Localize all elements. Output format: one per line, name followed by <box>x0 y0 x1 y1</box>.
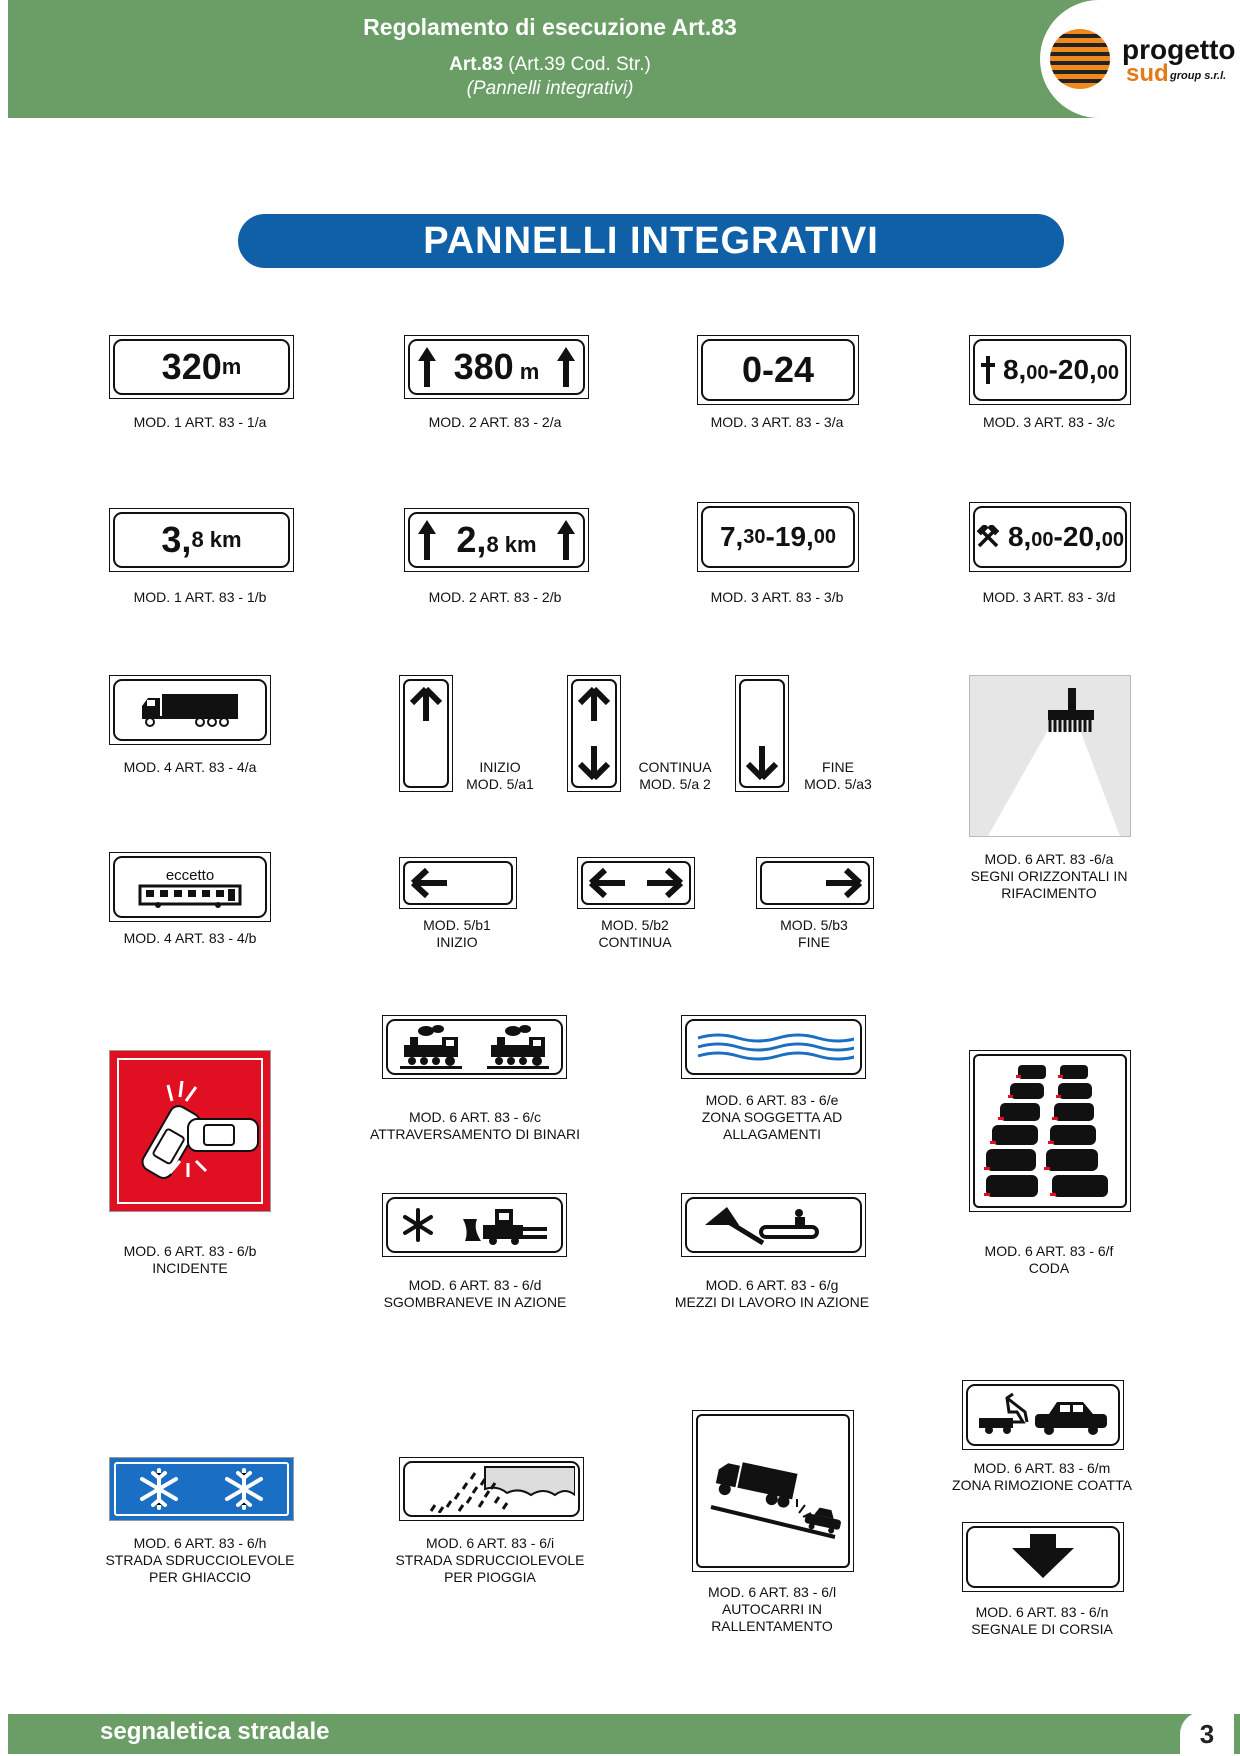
sign-ice <box>109 1457 294 1521</box>
sign-text: eccetto <box>165 866 215 884</box>
sign-lane-signal <box>962 1522 1124 1592</box>
sign-value: 380 <box>453 346 514 387</box>
sign-snowplow <box>382 1193 567 1257</box>
caption-3d: MOD. 3 ART. 83 - 3/d <box>982 589 1116 605</box>
sign-tow-away <box>962 1380 1124 1450</box>
caption-4b: MOD. 4 ART. 83 - 4/b <box>123 930 257 946</box>
caption-5a2: CONTINUA MOD. 5/a 2 <box>638 759 712 792</box>
sign-2-8km-arrows <box>404 508 589 572</box>
caption-6e: MOD. 6 ART. 83 - 6/e ZONA SOGGETTA AD ALLAGAMENTI <box>701 1092 843 1142</box>
arrow-up-icon <box>557 347 575 387</box>
header-title: Regolamento di esecuzione Art.83 <box>363 14 737 40</box>
arrow-up-icon <box>418 347 436 387</box>
arrow-up-icon <box>418 520 436 560</box>
arrow-left-icon <box>589 868 625 898</box>
sign-value: 0-24 <box>701 339 855 401</box>
sign-rain <box>399 1457 584 1521</box>
truck-icon <box>140 692 240 728</box>
caption-5b3: MOD. 5/b3 FINE <box>780 917 848 950</box>
sign-unit: m <box>221 354 242 379</box>
snowflake-icon <box>137 1467 181 1511</box>
arrow-down-icon <box>576 746 612 780</box>
sign-unit: 8 km <box>486 532 537 557</box>
steam-train-icon <box>400 1025 462 1069</box>
sign-holiday-hours: 8,00-20,00 <box>969 335 1131 405</box>
sign-workday-hours: 8,00-20,00 <box>969 502 1131 572</box>
section-banner: PANNELLI INTEGRATIVI <box>238 214 1064 268</box>
sign-road-markings <box>969 675 1131 837</box>
logo-word-progetto: progetto <box>1122 34 1236 65</box>
excavator-icon <box>699 1203 849 1247</box>
caption-6h: MOD. 6 ART. 83 - 6/h STRADA SDRUCCIOLEVOLE PER GHIACCIO <box>105 1535 295 1585</box>
caption-3a: MOD. 3 ART. 83 - 3/a <box>710 414 844 430</box>
bus-icon <box>138 884 242 908</box>
sign-380m-arrows <box>404 335 589 399</box>
steam-train-icon <box>487 1025 549 1069</box>
sign-3-8km <box>109 508 294 572</box>
crossed-hammers-icon <box>976 525 1000 549</box>
arrow-down-icon <box>744 746 780 780</box>
arrow-right-icon <box>647 868 683 898</box>
rain-cloud-icon <box>415 1465 575 1513</box>
caption-3c: MOD. 3 ART. 83 - 3/c <box>982 414 1115 430</box>
car-crash-icon <box>110 1051 270 1211</box>
sign-value: 2, <box>456 519 487 560</box>
arrow-up-icon <box>557 520 575 560</box>
caption-1b: MOD. 1 ART. 83 - 1/b <box>133 589 267 605</box>
caption-6n: MOD. 6 ART. 83 - 6/n SEGNALE DI CORSIA <box>971 1604 1113 1637</box>
footer-title: segnaletica stradale <box>100 1718 330 1745</box>
tow-truck-icon <box>973 1392 1113 1438</box>
page-number: 3 <box>1180 1712 1234 1754</box>
snowflake-icon <box>400 1207 436 1243</box>
caption-6m: MOD. 6 ART. 83 - 6/m ZONA RIMOZIONE COATTA <box>952 1460 1132 1493</box>
caption-6b: MOD. 6 ART. 83 - 6/b INCIDENTE <box>123 1243 257 1276</box>
water-waves-icon <box>694 1030 854 1064</box>
sign-flooding <box>681 1015 866 1079</box>
sign-lane-continue <box>567 675 621 792</box>
snowplow-icon <box>459 1205 549 1245</box>
caption-6f: MOD. 6 ART. 83 - 6/f CODA <box>984 1243 1114 1276</box>
cross-icon <box>981 356 995 384</box>
header-subtitle: Art.83 (Art.39 Cod. Str.) (Pannelli integrativi) <box>449 54 651 99</box>
caption-5a1: INIZIO MOD. 5/a1 <box>466 759 534 792</box>
snowflake-icon <box>222 1467 266 1511</box>
arrow-down-icon <box>1008 1534 1078 1580</box>
sign-traffic-queue <box>969 1050 1131 1212</box>
road-marking-brush-icon <box>970 676 1130 836</box>
queue-cars-icon <box>980 1061 1120 1201</box>
sign-unit: m <box>513 359 540 384</box>
caption-1a: MOD. 1 ART. 83 - 1/a <box>133 414 267 430</box>
arrow-left-icon <box>411 868 447 898</box>
sign-slow-trucks <box>692 1410 854 1572</box>
sign-7-30-19-00: 7, 30 -19, 00 <box>697 502 859 572</box>
sign-road-works-machines <box>681 1193 866 1257</box>
sign-320m <box>109 335 294 399</box>
sign-lane-end <box>735 675 789 792</box>
logo-mark <box>1048 28 1118 90</box>
sign-unit: 8 km <box>191 527 242 552</box>
sign-truck <box>109 675 271 745</box>
caption-3b: MOD. 3 ART. 83 - 3/b <box>710 589 844 605</box>
caption-2a: MOD. 2 ART. 83 - 2/a <box>428 414 562 430</box>
truck-uphill-icon <box>703 1421 843 1561</box>
sign-lane-continue-horizontal <box>577 857 695 909</box>
sign-lane-start-horizontal <box>399 857 517 909</box>
sign-railway-crossing <box>382 1015 567 1079</box>
logo-word-sud: sud <box>1126 60 1169 87</box>
logo-word-group: group s.r.l. <box>1170 70 1227 82</box>
caption-2b: MOD. 2 ART. 83 - 2/b <box>428 589 562 605</box>
sign-accident <box>109 1050 271 1212</box>
caption-6a: MOD. 6 ART. 83 -6/a SEGNI ORIZZONTALI IN RIFACIMENTO <box>970 851 1128 901</box>
caption-5b2: MOD. 5/b2 CONTINUA <box>598 917 672 950</box>
caption-5b1: MOD. 5/b1 INIZIO <box>423 917 491 950</box>
caption-6d: MOD. 6 ART. 83 - 6/d SGOMBRANEVE IN AZIONE <box>383 1277 567 1310</box>
arrow-right-icon <box>826 868 862 898</box>
caption-4a: MOD. 4 ART. 83 - 4/a <box>123 759 257 775</box>
arrow-up-icon <box>408 687 444 721</box>
sign-except-bus <box>109 852 271 922</box>
sign-0-24 <box>697 335 859 405</box>
sign-value: 320 <box>161 346 222 387</box>
caption-6g: MOD. 6 ART. 83 - 6/g MEZZI DI LAVORO IN AZIONE <box>674 1277 870 1310</box>
sign-lane-end-horizontal <box>756 857 874 909</box>
sign-lane-start <box>399 675 453 792</box>
sign-value: 3, <box>161 519 192 560</box>
caption-5a3: FINE MOD. 5/a3 <box>804 759 872 792</box>
caption-6l: MOD. 6 ART. 83 - 6/l AUTOCARRI IN RALLENTAMENTO <box>707 1584 837 1634</box>
caption-6c: MOD. 6 ART. 83 - 6/c ATTRAVERSAMENTO DI BINARI <box>369 1109 581 1142</box>
arrow-up-icon <box>576 687 612 721</box>
caption-6i: MOD. 6 ART. 83 - 6/i STRADA SDRUCCIOLEVOLE PER PIOGGIA <box>395 1535 585 1585</box>
